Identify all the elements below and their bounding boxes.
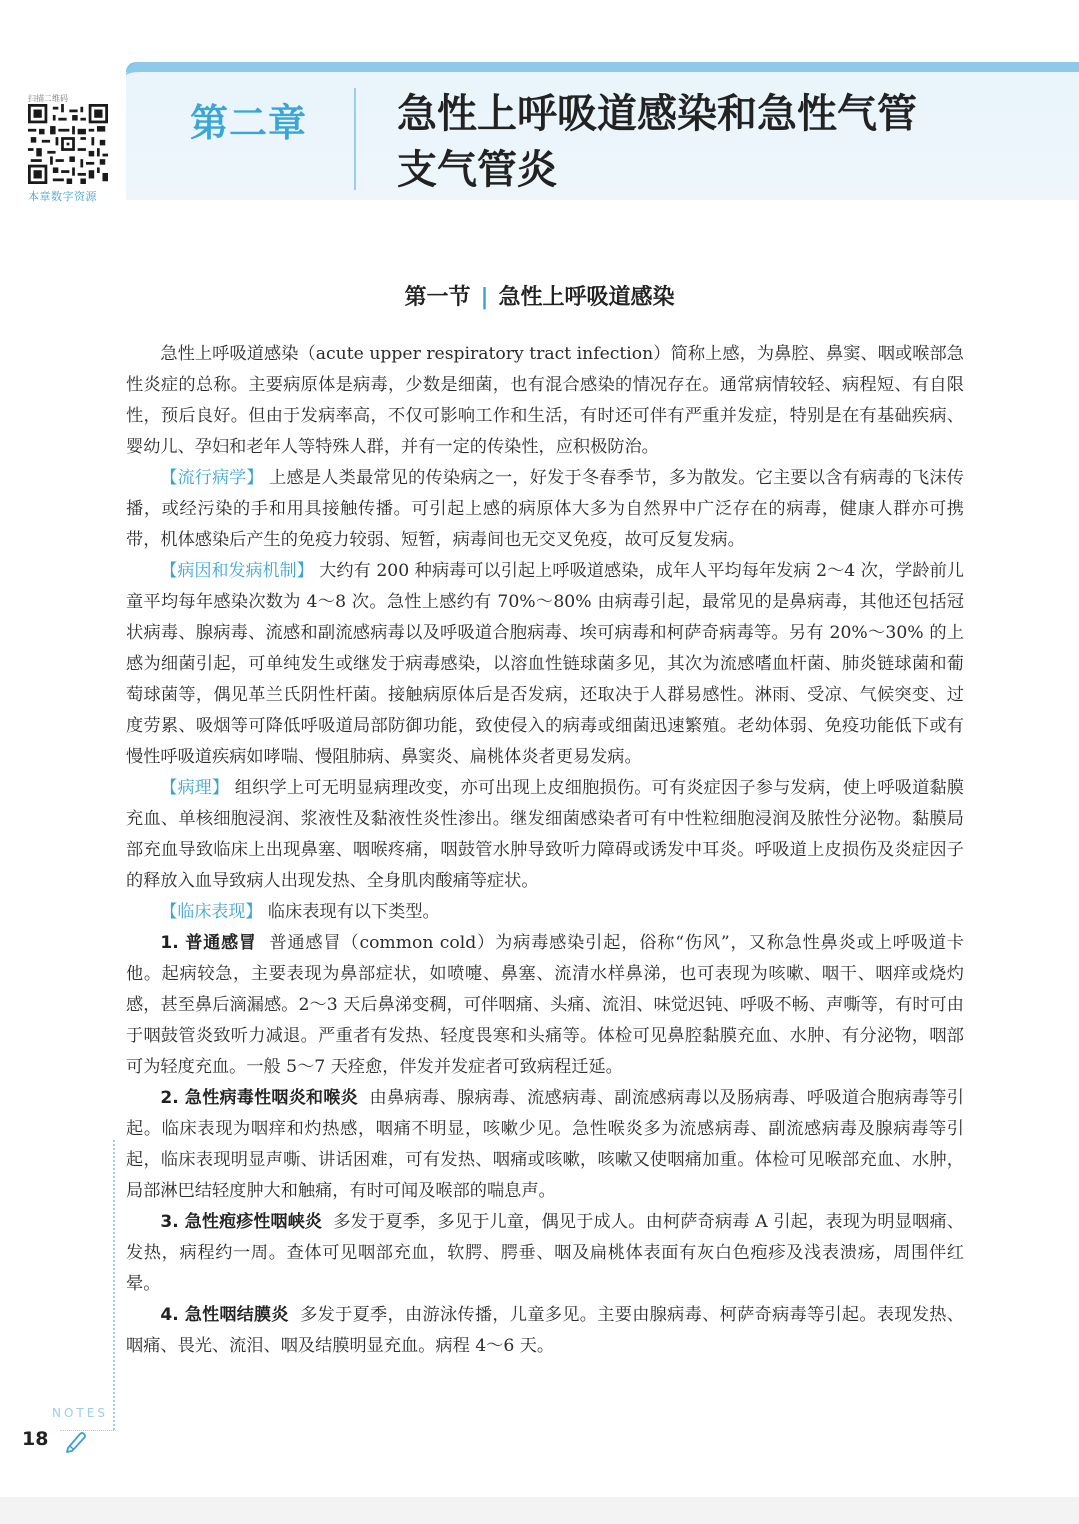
text-pathology: 组织学上可无明显病理改变，亦可出现上皮细胞损伤。可有炎症因子参与发病，使上呼吸道黏膜充血、单核细胞浸润、浆液性及黏液性炎性渗出。继发细菌感染者可有中性粒细胞浸润及脓性分泌物。黏膜局部充血导致临床上出现鼻塞、咽喉疼痛，咽鼓管水肿导致听力障碍或诱发中耳炎。呼吸道上皮损伤及炎症因子的释放入血导致病人出现发热、全身肌肉酸痛等症状。 [126, 778, 964, 891]
chapter-number: 第二章 [190, 101, 308, 145]
qr-top-label: 扫描二维码 [28, 94, 68, 103]
text-type-3: 多发于夏季，多见于儿童，偶见于成人。由柯萨奇病毒 A 引起，表现为明显咽痛、发热，病程约一周。查体可见咽部充血，软腭、腭垂、咽及扁桃体表面有灰白色疱疹及浅表溃疡，周围伴红晕。 [126, 1212, 964, 1294]
text-epidemiology: 上感是人类最常见的传染病之一，好发于冬春季节，多为散发。它主要以含有病毒的飞沫传播，或经污染的手和用具接触传播。可引起上感的病原体大多为自然界中广泛存在的病毒，健康人群亦可携带，机体感染后产生的免疫力较弱、短暂，病毒间也无交叉免疫，故可反复发病。 [126, 468, 964, 550]
notes-label: NOTES [52, 1406, 108, 1420]
subhead-type-4: 4. 急性咽结膜炎 [160, 1305, 289, 1325]
subhead-type-2: 2. 急性病毒性咽炎和喉炎 [160, 1088, 358, 1108]
paragraph-type-4 [126, 1300, 964, 1362]
chapter-title [397, 86, 1037, 198]
page-bottom-strip [0, 1497, 1079, 1524]
paragraph-type-2 [126, 1083, 964, 1207]
text-type-4: 多发于夏季，由游泳传播，儿童多见。主要由腺病毒、柯萨奇病毒等引起。表现发热、咽痛、畏光、流泪、咽及结膜明显充血。病程 4～6 天。 [126, 1305, 964, 1356]
tag-etiology: 【病因和发病机制】 [160, 561, 314, 581]
chapter-divider [354, 88, 356, 190]
subhead-type-3: 3. 急性疱疹性咽峡炎 [160, 1212, 323, 1232]
section-title: 急性上呼吸道感染 [498, 285, 675, 310]
paragraph-pathology [126, 773, 964, 897]
subhead-type-1: 1. 普通感冒 [160, 933, 257, 953]
chapter-title-line1: 急性上呼吸道感染和急性气管 [397, 91, 917, 137]
paragraph-etiology [126, 556, 964, 773]
page-number: 18 [22, 1428, 49, 1450]
text-type-2: 由鼻病毒、腺病毒、流感病毒、副流感病毒以及肠病毒、呼吸道合胞病毒等引起。临床表现为咽痒和灼热感，咽痛不明显，咳嗽少见。急性喉炎多为流感病毒、副流感病毒及腺病毒等引起，临床表现明显声嘶、讲话困难，可有发热、咽痛或咳嗽，咳嗽又使咽痛加重。体检可见喉部充血、水肿，局部淋巴结轻度肿大和触痛，有时可闻及喉部的喘息声。 [126, 1088, 964, 1201]
tag-epidemiology: 【流行病学】 [160, 468, 264, 488]
text-clinical: 临床表现有以下类型。 [267, 902, 440, 922]
paragraph-type-3 [126, 1207, 964, 1300]
notes-margin-line [113, 1140, 115, 1430]
paragraph-epidemiology [126, 463, 964, 556]
qr-code-icon[interactable] [28, 104, 108, 184]
paragraph-clinical [126, 897, 964, 928]
qr-block [28, 94, 112, 204]
paragraph-type-1 [126, 928, 964, 1083]
section-number: 第一节 [404, 285, 471, 310]
text-type-1: 普通感冒（common cold）为病毒感染引起，俗称“伤风”，又称急性鼻炎或上呼吸道卡他。起病较急，主要表现为鼻部症状，如喷嚏、鼻塞、流清水样鼻涕，也可表现为咳嗽、咽干、咽痒或烧灼感，甚至鼻后滴漏感。2～3 天后鼻涕变稠，可伴咽痛、头痛、流泪、味觉迟钝、呼吸不畅、声嘶等，有时可由于咽鼓管炎致听力减退。严重者有发热、轻度畏寒和头痛等。体检可见鼻腔黏膜充血、水肿、有分泌物，咽部可为轻度充血。一般 5～7 天痊愈，伴发并发症者可致病程迁延。 [126, 933, 964, 1077]
tag-clinical: 【临床表现】 [160, 902, 263, 922]
section-heading [0, 280, 1079, 311]
chapter-title-line2: 支气管炎 [397, 147, 557, 193]
qr-caption: 本章数字资源 [28, 190, 97, 203]
text-etiology: 大约有 200 种病毒可以引起上呼吸道感染，成年人平均每年发病 2～4 次，学龄前儿童平均每年感染次数为 4～8 次。急性上感约有 70%～80% 由病毒引起，最常见的是鼻病毒，其他还包括冠状病毒、腺病毒、流感和副流感病毒以及呼吸道合胞病毒、埃可病毒和柯萨奇病毒等。另有 20%～30% 的上感为细菌引起，可单纯发生或继发于病毒感染，以溶血性链球菌多见，其次为流感嗜血杆菌、肺炎链球菌和葡萄球菌等，偶见革兰氏阴性杆菌。接触病原体后是否发病，还取决于人群易感性。淋雨、受凉、气候突变、过度劳累、吸烟等可降低呼吸道局部防御功能，致使侵入的病毒或细菌迅速繁殖。老幼体弱、免疫功能低下或有慢性呼吸道疾病如哮喘、慢阻肺病、鼻窦炎、扁桃体炎者更易发病。 [126, 561, 964, 767]
body-text [126, 339, 964, 1362]
section-separator: | [480, 285, 489, 310]
pencil-icon [62, 1428, 88, 1454]
paragraph-intro: 急性上呼吸道感染（acute upper respiratory tract infection）简称上感，为鼻腔、鼻窦、咽或喉部急性炎症的总称。主要病原体是病毒，少数是细菌，也有混合感染的情况存在。通常病情较轻、病程短、有自限性，预后良好。但由于发病率高，不仅可影响工作和生活，有时还可伴有严重并发症，特别是在有基础疾病、婴幼儿、孕妇和老年人等特殊人群，并有一定的传染性，应积极防治。 [126, 344, 964, 457]
tag-pathology: 【病理】 [160, 778, 230, 798]
